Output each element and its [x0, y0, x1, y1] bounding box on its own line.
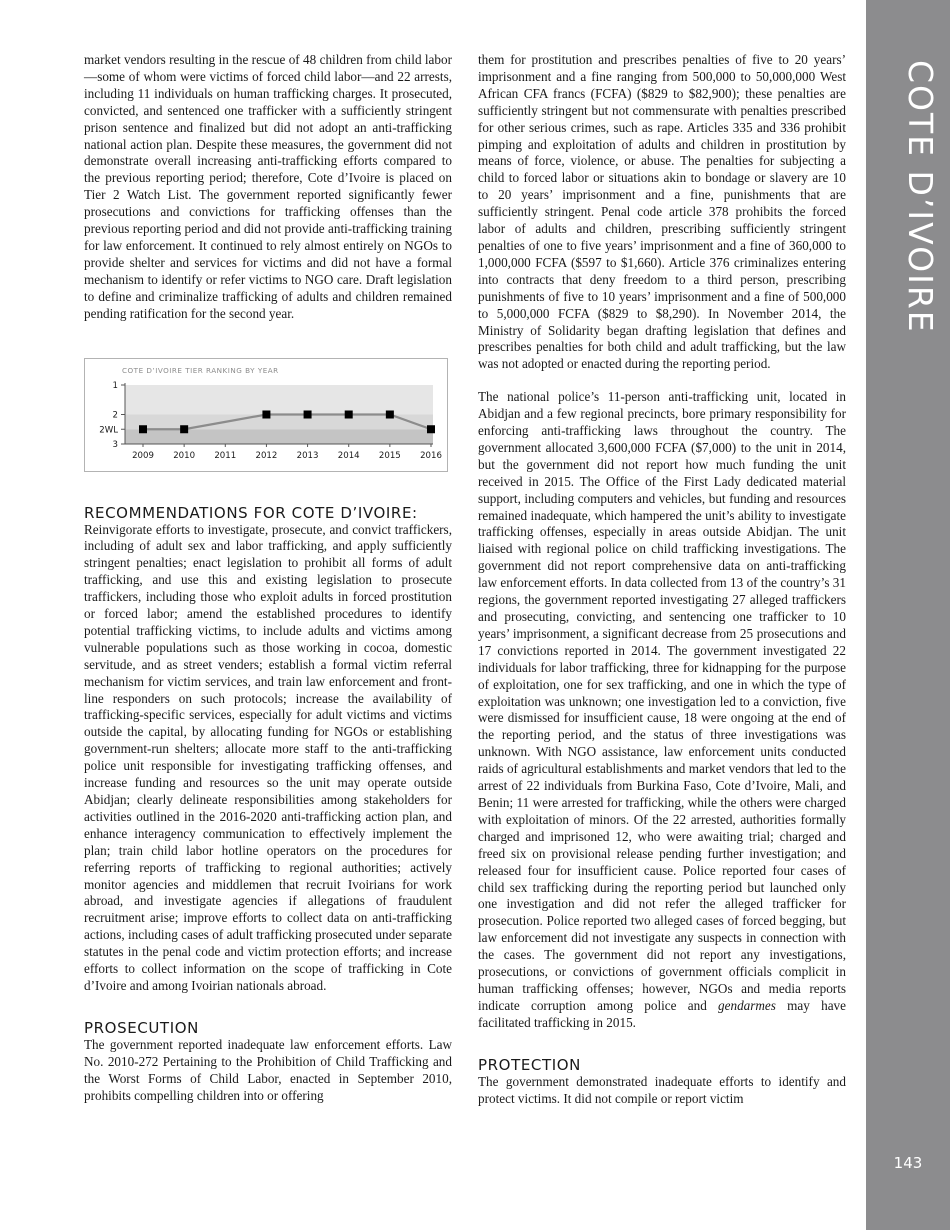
prosecution-paragraph: The government reported inadequate law enforcement efforts. Law No. 2010-272 Pertaining to the Prohibition of Child Trafficking and the Worst Forms of Child Labor, enacted in September 2010, prohibits compelling children into or offering — [84, 1036, 452, 1103]
law-enforcement-paragraph — [478, 389, 846, 1031]
x-tick-label: 2015 — [378, 450, 401, 461]
penalties-paragraph: them for prostitution and prescribes penalties of five to 20 years’ imprisonment and a fine ranging from 500,000 to 50,000,000 West African CFA francs (FCFA) ($829 to $82,900); these penalties are sufficiently stringent but not commensurate with penalties prescribed for other serious crimes, such as rape. Articles 335 and 336 prohibit pimping and exploitation of adults and children in prostitution by means of force, violence, or abuse. The penalties for subjecting a child to forced labor or situations akin to bondage or slavery are 10 to 20 years’ imprisonment and a fine, punishments that are sufficiently stringent. Penal code article 378 prohibits the forced labor of adults and children, prescribing sufficiently stringent penalties of one to five years’ imprisonment and a fine of 360,000 to 1,000,000 FCFA ($597 to $1,660). Article 376 criminalizes entering into contracts that deny freedom to a third person, prescribing punishments of five to 10 years’ imprisonment and a fine of 500,000 to 5,000,000 FCFA ($829 to $8,290). In November 2014, the Ministry of Solidarity began drafting legislation that defines and prescribes penalties for both child and adult trafficking, but the law was not adopted or enacted during the reporting period. — [478, 52, 846, 372]
law-enforcement-text-end: may have facilitated trafficking in 2015. — [478, 997, 847, 1030]
data-point-marker — [139, 425, 147, 433]
y-tick-label: 2 — [112, 410, 118, 420]
x-tick-label: 2010 — [173, 450, 196, 461]
x-tick-label: 2009 — [132, 450, 154, 461]
data-point-marker — [180, 425, 188, 433]
chapter-title: COTE D’IVOIRE — [901, 60, 940, 334]
recommendations-paragraph: Reinvigorate efforts to investigate, prosecute, and convict traffickers, including of adult sex and labor trafficking, and apply sufficiently stringent penalties; enact legislation to prohibit all forms of adult trafficking, and use this and existing legislation to prosecute traffickers, including those who exploit adults in forced prostitution or forced labor; amend the established procedures to identify potential trafficking victims, to include adults and victims among vulnerable populations such as those working in cocoa, domestic servitude, and as street venders; establish a formal victim referral mechanism for victim services, and train law enforcement and front-line responders on such protocols; increase the availability of trafficking-specific services, especially for adult victims and victims outside the capital, by allocating funding for NGOs or establishing government-run shelters; allocate more staff to the anti-trafficking police unit responsible for investigating trafficking offenses, and increase funding and resources so the unit may operate outside Abidjan; clearly delineate responsibilities among stakeholders for activities outlined in the 2016-2020 anti-trafficking action plan, and enhance interagency communication to effectively implement the plan; train child labor hotline operators on the procedures for referring reports of trafficking to regional authorities; actively monitor agencies and middlemen that recruit Ivoirians for work abroad, and investigate agencies if allegations of fraudulent recruitment arise; improve efforts to collect data on anti-trafficking actions, including cases of adult trafficking prosecuted under separate statutes in the penal code and victim protection efforts; and increase efforts to collect information on the scope of trafficking in Cote d’Ivoire and among Ivoirian nationals abroad. — [84, 521, 452, 993]
data-point-marker — [386, 410, 394, 418]
x-tick-label: 2013 — [296, 450, 319, 461]
chart-title: COTE D’IVOIRE TIER RANKING BY YEAR — [122, 365, 279, 375]
data-point-marker — [304, 410, 312, 418]
intro-paragraph: market vendors resulting in the rescue of 48 children from child labor—some of whom were victims of forced child labor—and 22 arrests, including 11 individuals on human trafficking charges. It prosecuted, convicted, and sentenced one trafficker with a sufficiently stringent prison sentence and finalized but did not adopt an anti-trafficking national action plan. Despite these measures, the government did not demonstrate overall increasing anti-trafficking efforts compared to the previous reporting period; therefore, Cote d’Ivoire is placed on Tier 2 Watch List. The government reported significantly fewer prosecutions and convictions for trafficking offenses than the previous reporting period and did not provide anti-trafficking training for law enforcement. It continued to rely almost entirely on NGOs to provide shelter and services for victims and did not have a formal mechanism to identify or refer victims to NGO care. Draft legislation to define and criminalize trafficking of adults and children remained pending ratification for the second year. — [84, 52, 452, 321]
prosecution-heading: PROSECUTION — [84, 1018, 199, 1037]
tier-ranking-chart — [84, 358, 448, 472]
x-tick-label: 2011 — [214, 450, 237, 461]
protection-paragraph: The government demonstrated inadequate efforts to identify and protect victims. It did not compile or report victim — [478, 1073, 846, 1106]
y-tick-label: 3 — [112, 439, 118, 450]
band-tier-2wl-3 — [125, 429, 433, 444]
data-point-marker — [345, 410, 353, 418]
y-tick-label: 1 — [112, 380, 118, 391]
x-tick-label: 2014 — [337, 450, 360, 461]
data-point-marker — [427, 425, 435, 433]
band-tier-1-2 — [125, 385, 433, 415]
y-tick-label: 2WL — [99, 424, 118, 435]
recommendations-heading: RECOMMENDATIONS FOR COTE D’IVOIRE: — [84, 503, 418, 522]
gendarmes-term: gendarmes — [718, 997, 776, 1013]
x-tick-label: 2012 — [255, 450, 278, 461]
left-column — [84, 52, 452, 1105]
protection-heading: PROTECTION — [478, 1055, 582, 1074]
data-point-marker — [262, 410, 270, 418]
x-tick-label: 2016 — [420, 450, 442, 461]
tier-ranking-chart-svg — [85, 359, 447, 471]
right-column — [478, 52, 846, 1107]
law-enforcement-text: The national police’s 11-person anti-trafficking unit, located in Abidjan and a few regional precincts, bore primary responsibility for enforcing anti-trafficking laws throughout the country. The government allocated 3,600,000 FCFA ($7,000) to the unit in 2014, but the government did not report how much funding the unit received in 2015. The Office of the First Lady dedicated material support, including computers and vehicles, but funding and resources remained inadequate, which hampered the unit’s ability to investigate trafficking offenses, especially in areas outside Abidjan. The unit liaised with regional police on child trafficking investigations. The government did not report comprehensive data on anti-trafficking law enforcement efforts. In data collected from 13 of the country’s 31 regions, the government reported investigating 27 alleged traffickers and prosecuting, convicting, and sentencing one trafficker to 10 years’ imprisonment, a significant decrease from 25 prosecutions and 17 convictions reported in 2014. The government investigated 22 individuals for labor trafficking, three for kidnapping for the purpose of exploitation, one for sex trafficking, and one in which the type of exploitation was unknown; one investigation led to a conviction, five were dismissed for insufficient cause, 18 were ongoing at the end of the reporting period, and the status of three investigations was unknown. With NGO assistance, law enforcement units conducted raids of agricultural establishments and market vendors that led to the arrest of 22 individuals from Burkina Faso, Cote d’Ivoire, Mali, and Benin; 11 were arrested for trafficking, while the others were charged with exploitation of minors. Of the 22 arrested, authorities formally charged and imprisoned 12, who were awaiting trial; charged and freed six on provisional release pending further investigation; and released four for insufficient cause. Police reported four cases of child sex trafficking during the reporting period but launched only one investigation and did not refer the alleged trafficker for prosecution. Police reported two alleged cases of forced begging, but law enforcement did not investigate any suspects in connection with the cases. The government did not report any investigations, prosecutions, or convictions of government officials complicit in human trafficking offenses; however, NGOs and media reports indicate corruption among police and — [478, 389, 846, 1013]
page-number: 143 — [893, 1154, 923, 1172]
